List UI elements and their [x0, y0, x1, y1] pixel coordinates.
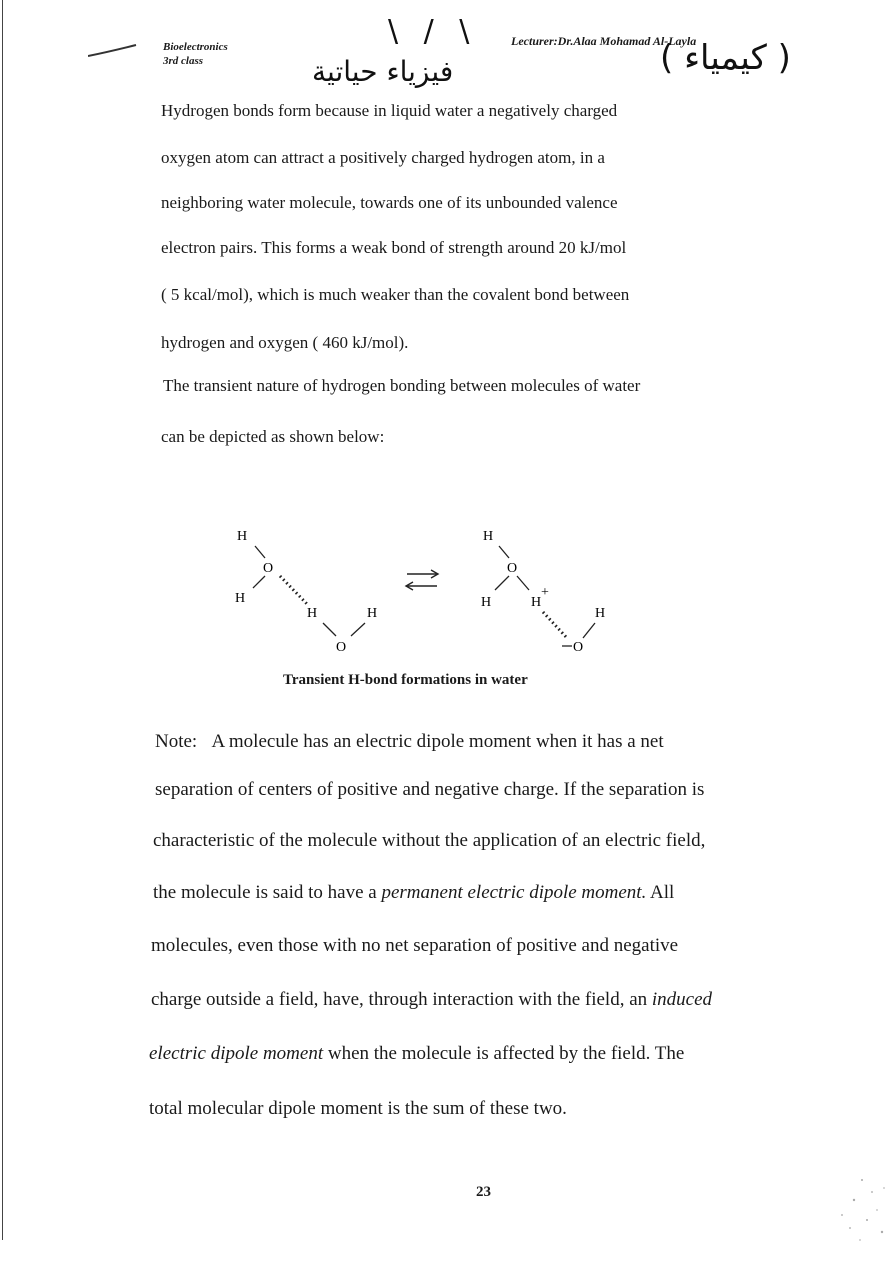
note-line: [155, 731, 664, 753]
note-line: [149, 1043, 684, 1065]
note-line: molecules, even those with no net separation of positive and negative: [151, 935, 679, 956]
atom-hydrogen: H: [367, 606, 378, 621]
covalent-bond: [323, 623, 336, 636]
water-hbond-diagram: [225, 520, 625, 660]
note-line: [153, 882, 674, 904]
atom-hydrogen: H: [237, 529, 248, 544]
atom-oxygen: O: [263, 561, 274, 576]
atom-hydrogen: H: [531, 595, 542, 610]
handwritten-subject-secondary: ( كيمياء ): [660, 38, 791, 78]
emphasis-term: permanent electric dipole moment.: [381, 882, 647, 903]
covalent-bond: [351, 623, 365, 636]
paragraph-line: The transient nature of hydrogen bonding between molecules of water: [163, 376, 641, 395]
page-edge-line: [2, 0, 3, 1240]
atom-oxygen: O: [573, 640, 584, 655]
note-text: charge outside a field, have, through interaction with the field, an: [151, 989, 652, 1010]
course-header: [163, 40, 228, 68]
scan-noise: [832, 1160, 892, 1250]
emphasis-term: induced: [651, 989, 713, 1010]
note-line: separation of centers of positive and negative charge. If the separation is: [155, 779, 705, 800]
atom-hydrogen: H: [481, 595, 492, 610]
emphasis-term: electric dipole moment: [149, 1043, 324, 1064]
hydrogen-bond: [280, 576, 307, 604]
covalent-bond: [255, 546, 265, 558]
handwritten-number: \ / \: [388, 14, 478, 49]
atom-hydrogen: H: [483, 529, 494, 544]
lecturer-name: Lecturer:Dr.Alaa Mohamad Al-Layla: [511, 34, 697, 48]
paragraph-line: hydrogen and oxygen ( 460 kJ/mol).: [161, 333, 409, 352]
note-line: total molecular dipole moment is the sum of these two.: [149, 1098, 567, 1119]
atom-oxygen: O: [336, 640, 347, 655]
paragraph-line: Hydrogen bonds form because in liquid water a negatively charged: [161, 101, 618, 120]
atom-oxygen: O: [507, 561, 518, 576]
atom-hydrogen: H: [595, 606, 606, 621]
note-text: A molecule has an electric dipole moment when it has a net: [211, 731, 664, 752]
covalent-bond: [499, 546, 509, 558]
paragraph-line: neighboring water molecule, towards one of its unbounded valence: [161, 193, 618, 212]
course-title: Bioelectronics: [163, 41, 228, 53]
note-line: [151, 989, 712, 1011]
handwritten-subject: فيزياء حياتية: [312, 55, 454, 88]
covalent-bond: [517, 576, 529, 590]
atom-hydrogen: H: [235, 591, 246, 606]
note-text: when the molecule is affected by the field. The: [323, 1043, 685, 1064]
paragraph-line: can be depicted as shown below:: [161, 427, 385, 446]
paragraph-line: ( 5 kcal/mol), which is much weaker than the covalent bond between: [161, 285, 630, 304]
figure-caption: Transient H-bond formations in water: [283, 672, 528, 688]
pen-mark: [88, 44, 138, 58]
page-number: 23: [476, 1184, 491, 1200]
note-text: the molecule is said to have a: [153, 882, 382, 903]
positive-charge: +: [541, 585, 549, 600]
atom-hydrogen: H: [307, 606, 318, 621]
note-label: Note:: [155, 731, 198, 752]
covalent-bond: [253, 576, 265, 588]
covalent-bond: [495, 576, 509, 590]
paragraph-line: electron pairs. This forms a weak bond of strength around 20 kJ/mol: [161, 238, 627, 257]
class-level: 3rd class: [163, 55, 204, 67]
paragraph-line: oxygen atom can attract a positively charged hydrogen atom, in a: [161, 148, 605, 167]
covalent-bond: [583, 623, 595, 638]
hydrogen-bond: [543, 612, 567, 638]
note-text: All: [646, 882, 675, 903]
note-line: characteristic of the molecule without the application of an electric field,: [153, 830, 706, 851]
